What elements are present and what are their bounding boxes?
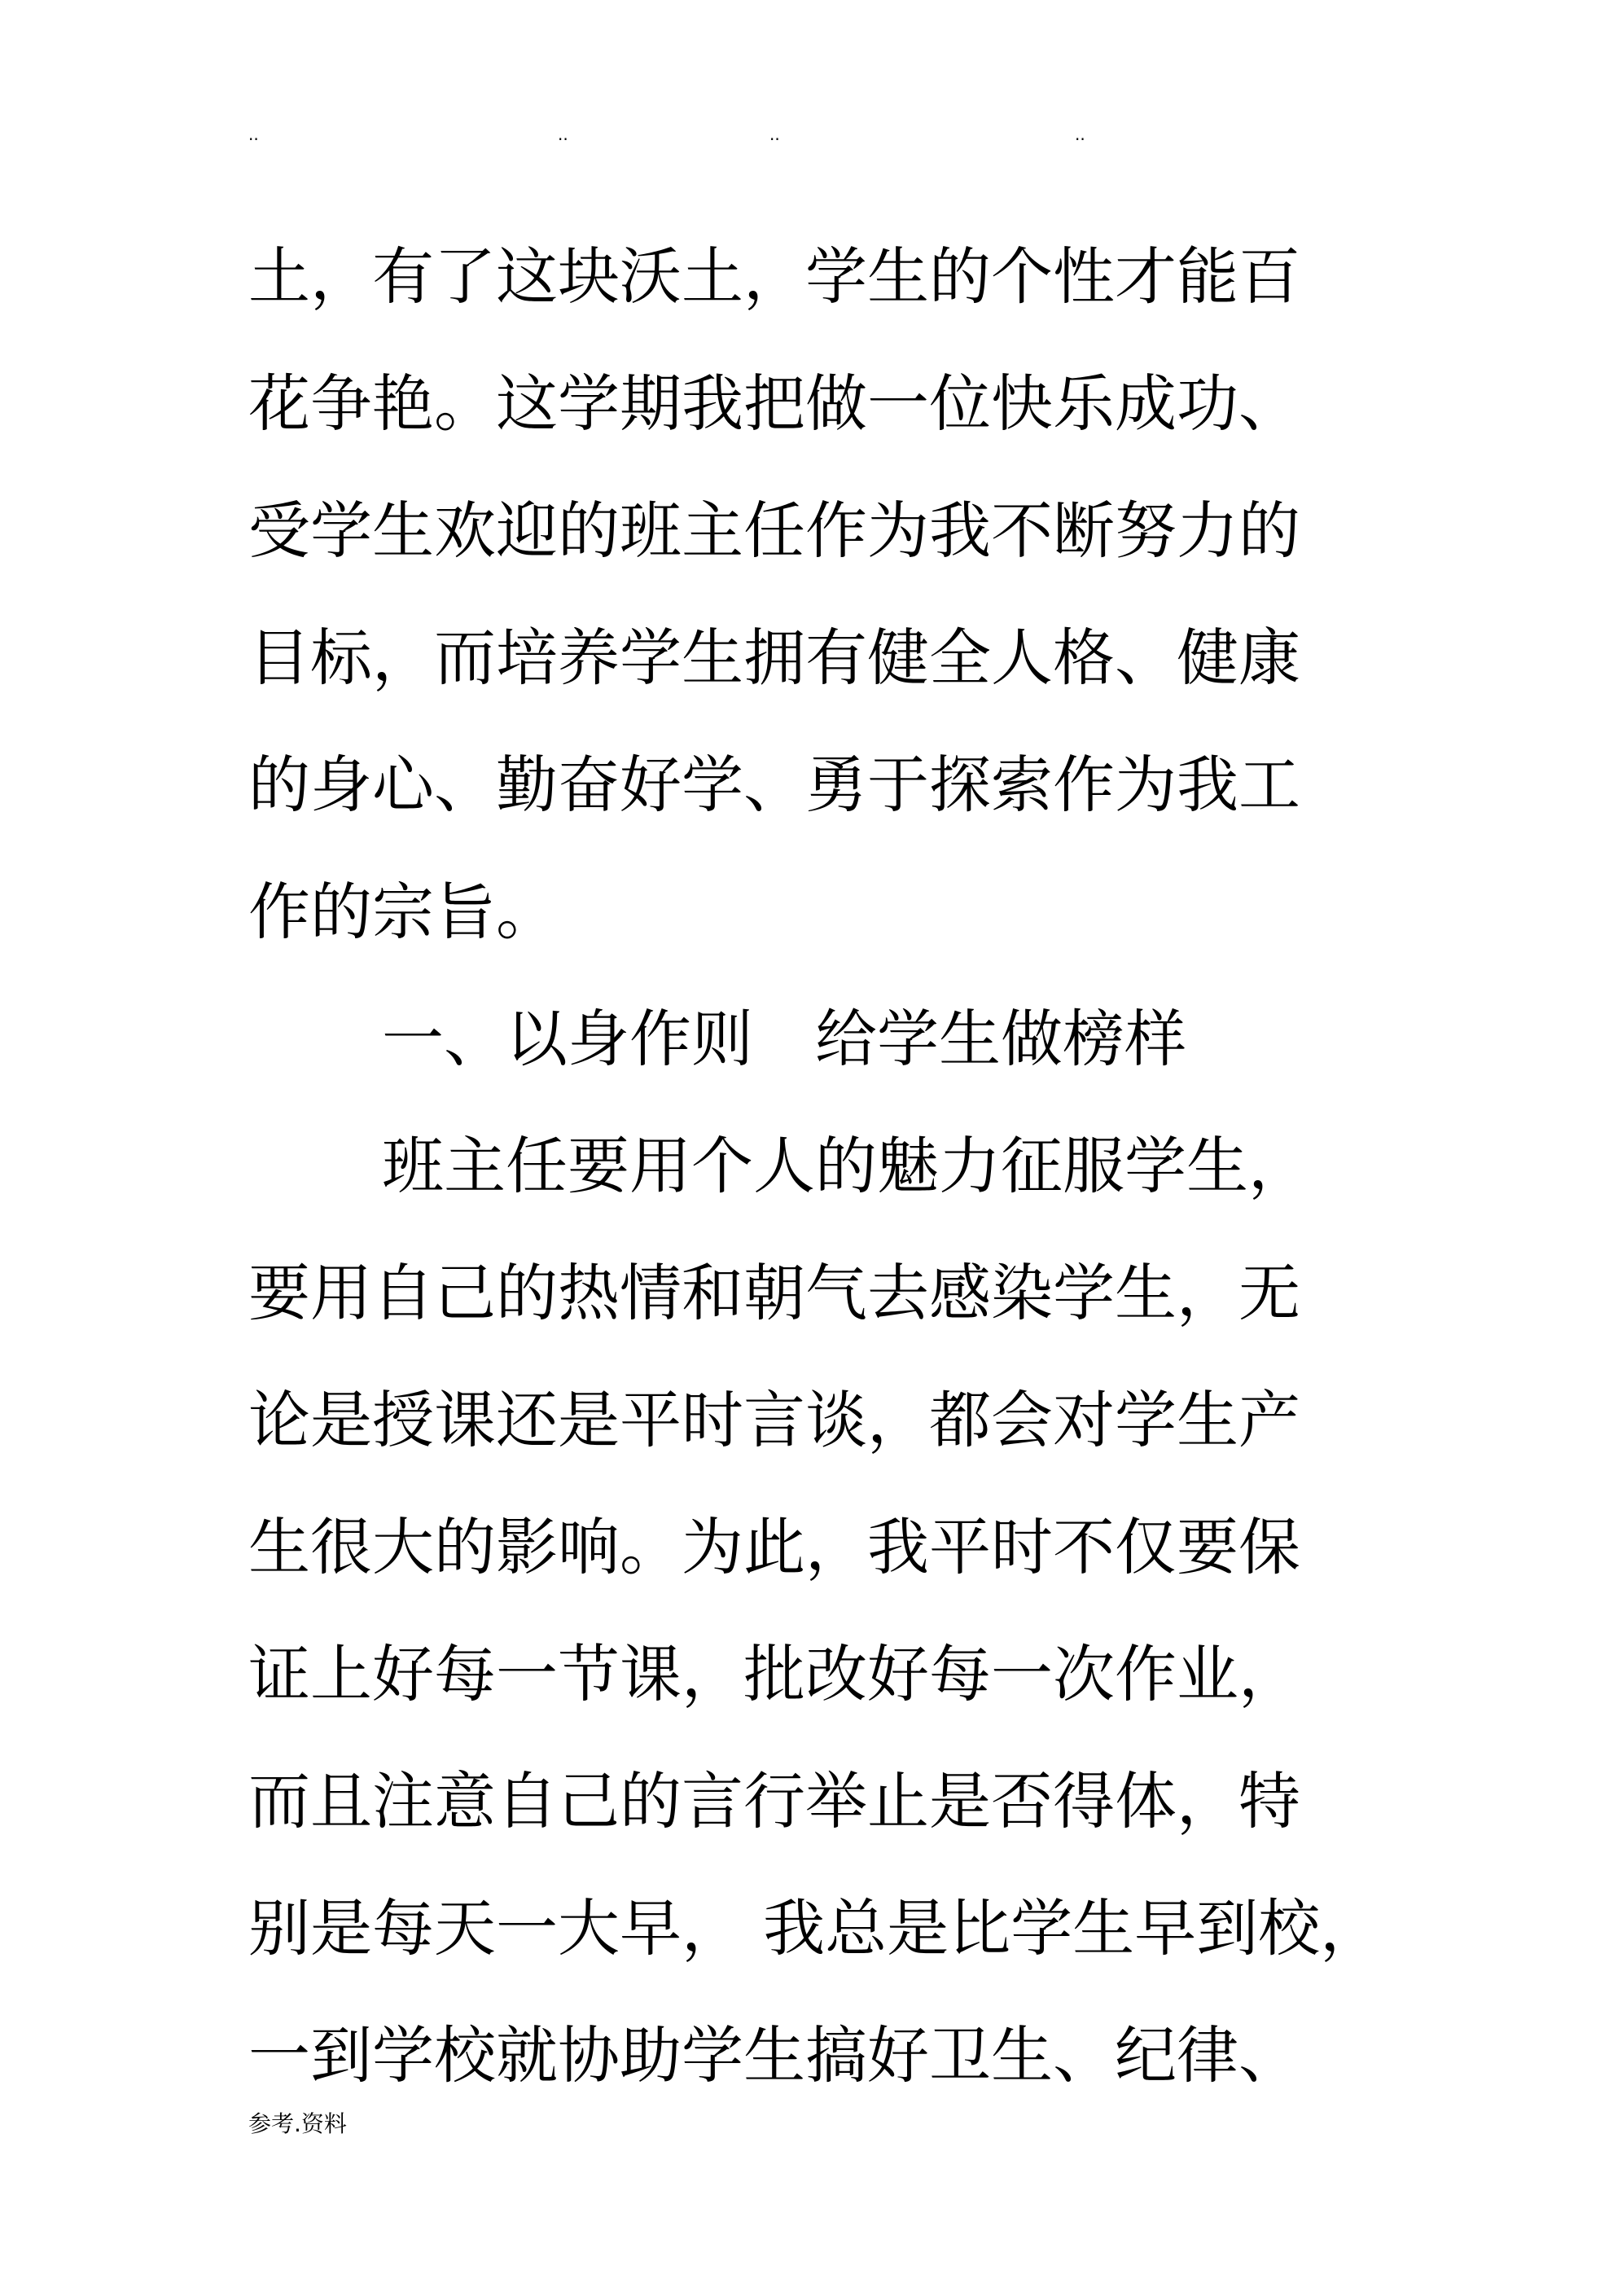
header-mark: ..: [248, 125, 259, 144]
text-line: 作的宗旨。: [248, 876, 558, 948]
text-line: 而且注意自己的言行举止是否得体，特: [248, 1765, 1300, 1837]
text-line: 一到学校就协助学生搞好卫生、纪律、: [248, 2019, 1300, 2092]
text-line: 论是授课还是平时言谈，都会对学生产: [248, 1384, 1300, 1456]
text-line: 要用自己的热情和朝气去感染学生，无: [248, 1257, 1300, 1329]
header-mark: ..: [1075, 125, 1085, 144]
text-line: 班主任要用个人的魅力征服学生，: [382, 1130, 1310, 1202]
header-mark: ..: [558, 125, 568, 144]
section-heading: 一、以身作则 给学生做榜样: [382, 1003, 1186, 1075]
text-line: 的身心、勤奋好学、勇于探索作为我工: [248, 749, 1300, 821]
text-line: 别是每天一大早， 我总是比学生早到校，: [248, 1892, 1383, 1965]
text-line: 花争艳。这学期我把做一位快乐成功、: [248, 367, 1300, 440]
text-line: 目标，而培养学生拥有健全人格、健康: [248, 621, 1300, 694]
text-line: 土，有了这块沃土，学生的个性才能百: [248, 240, 1300, 313]
text-line: 生很大的影响。为此，我平时不仅要保: [248, 1511, 1300, 1583]
page-header-marks: [0, 122, 1622, 147]
text-line: 受学生欢迎的班主任作为我不断努力的: [248, 494, 1300, 567]
text-line: 证上好每一节课，批改好每一次作业，: [248, 1638, 1300, 1710]
page-footer: 参考.资料: [248, 2110, 347, 2137]
header-mark: ..: [769, 125, 780, 144]
